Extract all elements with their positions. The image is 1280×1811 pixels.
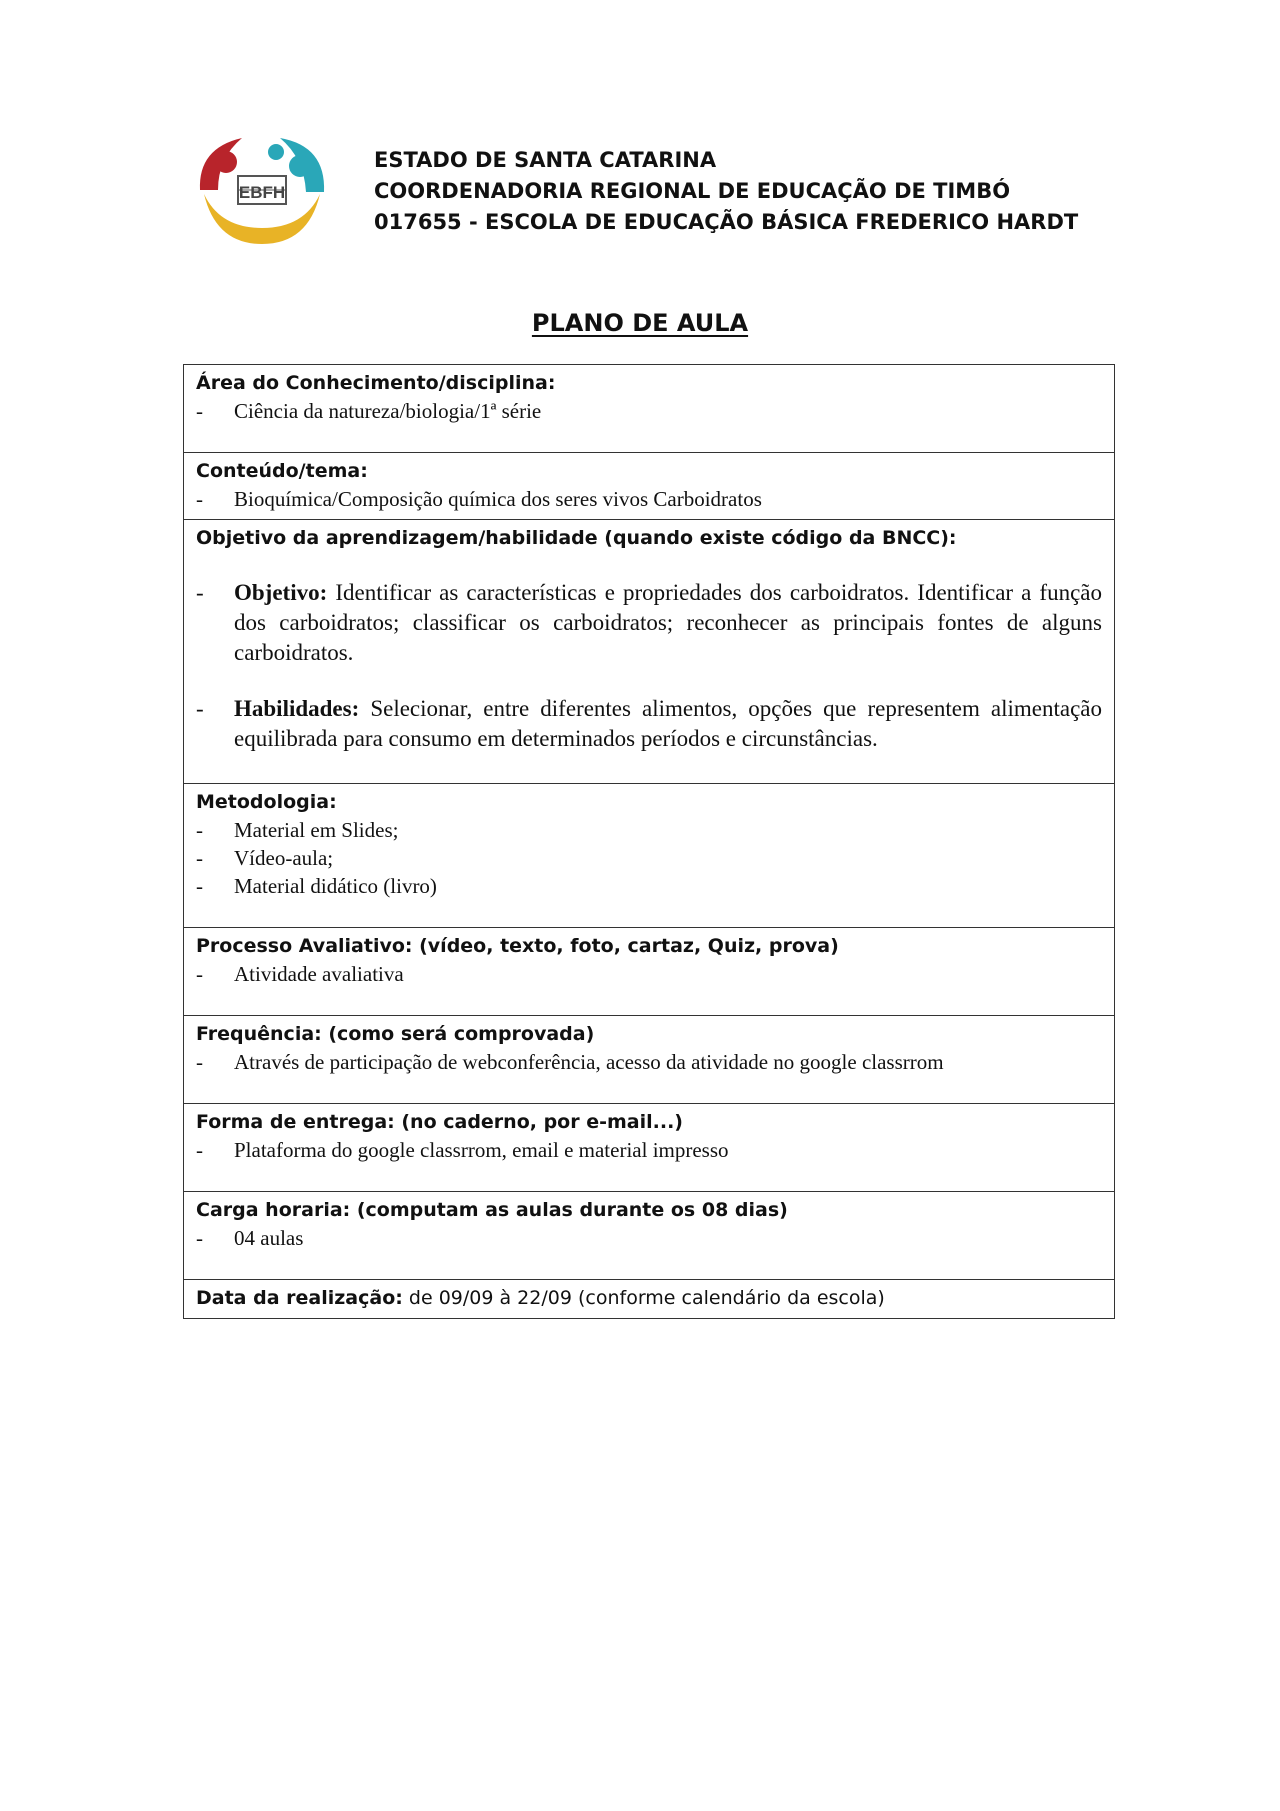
- page-title-text: PLANO DE AULA: [531, 309, 749, 337]
- entrega-item-text: Plataforma do google classrrom, email e material impresso: [234, 1138, 729, 1162]
- frequencia-item: [196, 1048, 1102, 1076]
- school-header: [374, 145, 1078, 238]
- row-carga: [184, 1192, 1115, 1280]
- bullet-dash: -: [196, 962, 203, 986]
- processo-item: [196, 960, 1102, 988]
- logo-teal-dot: [268, 144, 284, 160]
- cell-carga: [184, 1192, 1115, 1280]
- bullet-dash: -: [196, 487, 203, 511]
- header-coordination: COORDENADORIA REGIONAL DE EDUCAÇÃO DE TIMBÓ: [374, 179, 1011, 203]
- cell-frequencia: [184, 1016, 1115, 1104]
- row-conteudo: [184, 453, 1115, 520]
- area-item-text: Ciência da natureza/biologia/1ª série: [234, 399, 542, 423]
- metodologia-item: [196, 844, 1102, 872]
- conteudo-item: [196, 485, 1102, 513]
- entrega-item: [196, 1136, 1102, 1164]
- entrega-label: Forma de entrega: (no caderno, por e-mail...): [196, 1111, 683, 1133]
- bullet-dash: -: [196, 846, 203, 870]
- processo-label: Processo Avaliativo: (vídeo, texto, foto, cartaz, Quiz, prova): [196, 935, 839, 957]
- logo-red-head: [215, 151, 237, 173]
- row-frequencia: [184, 1016, 1115, 1104]
- cell-entrega: [184, 1104, 1115, 1192]
- data-label: Data da realização:: [196, 1287, 403, 1309]
- objetivo-key: Objetivo:: [234, 580, 328, 605]
- logo-text: EBFH: [238, 183, 286, 202]
- conteudo-focus: Carboidratos: [653, 487, 762, 511]
- area-label: Área do Conhecimento/disciplina:: [196, 372, 556, 394]
- row-processo: [184, 928, 1115, 1016]
- row-data: [184, 1280, 1115, 1319]
- conteudo-subtopic: /Composição química dos seres vivos: [332, 487, 654, 511]
- frequencia-item-text: Através de participação de webconferência, acesso da atividade no google classrrom: [234, 1050, 944, 1074]
- data-line: [196, 1284, 1102, 1312]
- bullet-dash: -: [196, 580, 204, 605]
- row-objetivo: [184, 520, 1115, 784]
- conteudo-topic: Bioquímica: [234, 487, 332, 511]
- metodologia-item: [196, 816, 1102, 844]
- page-title: [0, 309, 1280, 337]
- data-value: de 09/09 à 22/09 (conforme calendário da escola): [402, 1287, 885, 1309]
- row-area: [184, 365, 1115, 453]
- cell-area: [184, 365, 1115, 453]
- carga-label: Carga horaria: (computam as aulas durante os 08 dias): [196, 1199, 788, 1221]
- lesson-plan-table: [183, 364, 1115, 1319]
- objetivo-item: [196, 578, 1102, 668]
- objetivo-label: Objetivo da aprendizagem/habilidade (quando existe código da BNCC):: [196, 527, 957, 549]
- processo-item-text: Atividade avaliativa: [234, 962, 404, 986]
- habilidades-item: [196, 694, 1102, 754]
- habilidades-text: Selecionar, entre diferentes alimentos, opções que representem alimentação equilibrada para consumo em determinados períodos e circunstâncias.: [234, 696, 1102, 751]
- carga-item: [196, 1224, 1102, 1252]
- row-entrega: [184, 1104, 1115, 1192]
- bullet-dash: -: [196, 1138, 203, 1162]
- conteudo-label: Conteúdo/tema:: [196, 460, 368, 482]
- metodologia-item-text: Material didático (livro): [234, 874, 437, 898]
- cell-conteudo: [184, 453, 1115, 520]
- metodologia-item: [196, 872, 1102, 900]
- bullet-dash: -: [196, 399, 203, 423]
- row-metodologia: [184, 784, 1115, 928]
- objetivo-text: Identificar as características e propriedades dos carboidratos. Identificar a função dos carboidratos; classificar os carboidratos; reconhecer as principais fontes de alguns carboidratos.: [234, 580, 1102, 665]
- cell-data: [184, 1280, 1115, 1319]
- cell-processo: [184, 928, 1115, 1016]
- frequencia-label: Frequência: (como será comprovada): [196, 1023, 595, 1045]
- bullet-dash: -: [196, 1050, 203, 1074]
- bullet-dash: -: [196, 696, 204, 721]
- metodologia-item-text: Material em Slides;: [234, 818, 399, 842]
- logo-teal-head: [289, 155, 311, 177]
- header-state: ESTADO DE SANTA CATARINA: [374, 148, 717, 172]
- cell-metodologia: [184, 784, 1115, 928]
- metodologia-label: Metodologia:: [196, 791, 337, 813]
- school-logo: [196, 132, 328, 246]
- bullet-dash: -: [196, 874, 203, 898]
- bullet-dash: -: [196, 1226, 203, 1250]
- bullet-dash: -: [196, 818, 203, 842]
- header-school: 017655 - ESCOLA DE EDUCAÇÃO BÁSICA FREDERICO HARDT: [374, 210, 1079, 234]
- metodologia-item-text: Vídeo-aula;: [234, 846, 334, 870]
- cell-objetivo: [184, 520, 1115, 784]
- habilidades-key: Habilidades:: [234, 696, 360, 721]
- area-item: [196, 397, 1102, 425]
- carga-item-text: 04 aulas: [234, 1226, 304, 1250]
